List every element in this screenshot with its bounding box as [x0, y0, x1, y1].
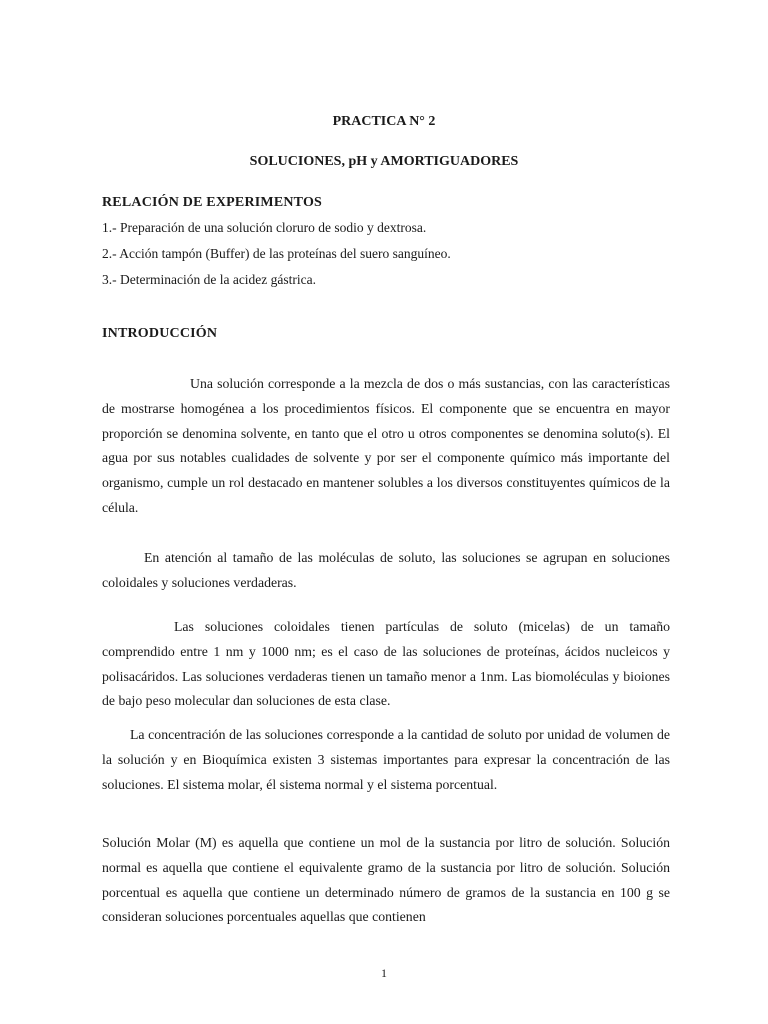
experiment-item: 3.- Determinación de la acidez gástrica. — [102, 272, 317, 287]
page-subtitle: SOLUCIONES, pH y AMORTIGUADORES — [249, 154, 519, 169]
page-title: PRACTICA N° 2 — [332, 114, 436, 129]
experiment-item: 2.- Acción tampón (Buffer) de las proteínas del suero sanguíneo. — [102, 246, 451, 261]
experiments-heading: RELACIÓN DE EXPERIMENTOS — [102, 195, 323, 210]
intro-paragraph: Las soluciones coloidales tienen partículas de soluto (micelas) de un tamaño comprendido entre 1 nm y 1000 nm; es el caso de las soluciones de proteínas, ácidos nucleicos y polisacáridos. Las soluciones verdaderas tienen un tamaño menor a 1nm. Las biomoléculas y bioiones de bajo peso molecular dan soluciones de esta clase. — [102, 619, 670, 709]
introduction-heading: INTRODUCCIÓN — [102, 326, 218, 341]
page-number: 1 — [381, 966, 387, 980]
intro-paragraph: Solución Molar (M) es aquella que contiene un mol de la sustancia por litro de solución. Solución normal es aquella que contiene el equivalente gramo de la sustancia por litro de solución. Solución porcentual es aquella que contiene un determinado número de gramos de la sustancia en 100 g se consideran soluciones porcentuales aquellas que contienen — [102, 835, 670, 925]
intro-paragraph: La concentración de las soluciones corresponde a la cantidad de soluto por unidad de volumen de la solución y en Bioquímica existen 3 sistemas importantes para expresar la concentración de las soluciones. El sistema molar, él sistema normal y el sistema porcentual. — [102, 727, 670, 792]
experiment-item: 1.- Preparación de una solución cloruro de sodio y dextrosa. — [102, 220, 427, 235]
intro-paragraph: En atención al tamaño de las moléculas de soluto, las soluciones se agrupan en soluciones coloidales y soluciones verdaderas. — [102, 550, 670, 590]
intro-paragraph: Una solución corresponde a la mezcla de dos o más sustancias, con las características de mostrarse homogénea a los procedimientos físicos. El componente que se encuentra en mayor proporción se denomina solvente, en tanto que el otro u otros componentes se denomina soluto(s). El agua por sus notables cualidades de solvente y por ser el componente químico más importante del organismo, cumple un rol destacado en mantener solubles a los diversos constituyentes químicos de la célula. — [102, 376, 670, 515]
